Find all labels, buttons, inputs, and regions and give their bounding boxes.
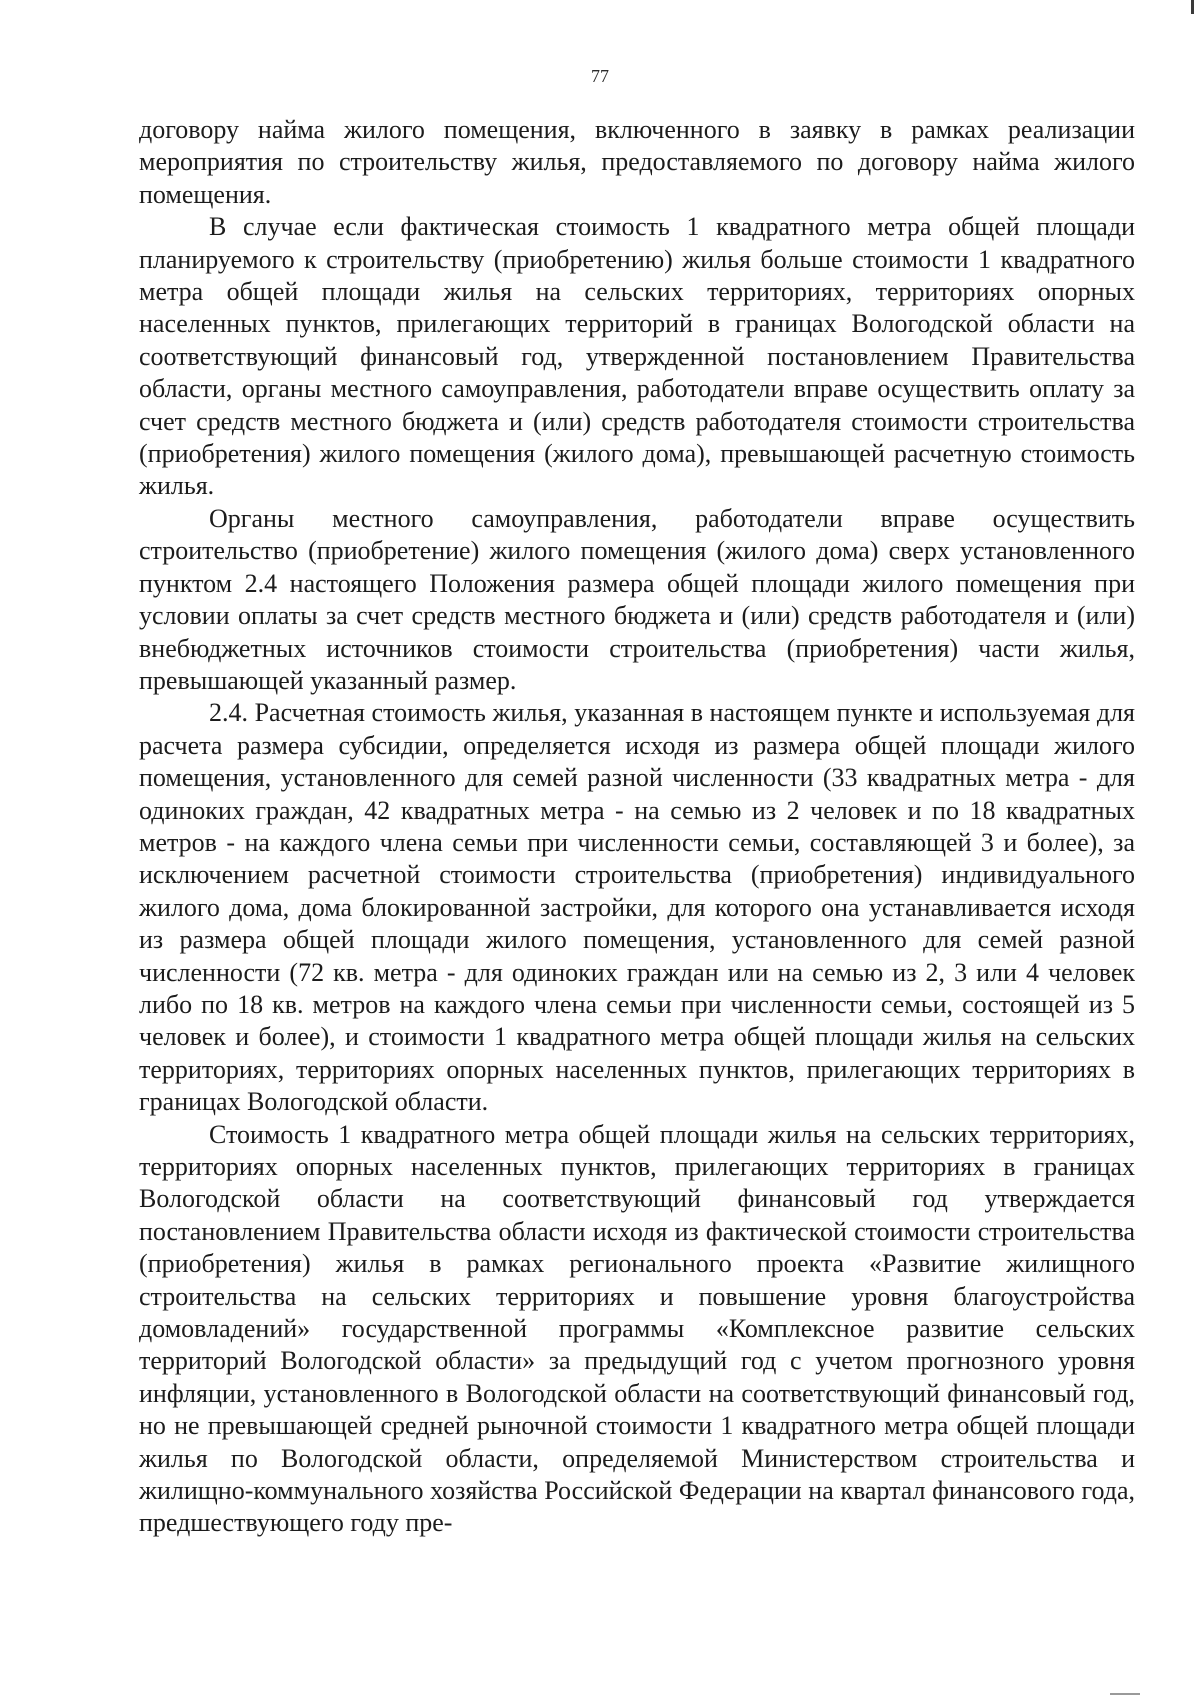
scan-artifact-bottom-right: [1110, 1693, 1140, 1695]
paragraph-local-authorities: Органы местного самоуправления, работодатели вправе осуществить строительство (приобретение) жилого помещения (жилого дома) сверх установленного пунктом 2.4 настоящего Положения размера общей площади жилого помещения при условии оплаты за счет средств местного бюджета и (или) средств работодателя и (или) внебюджетных источников стоимости строительства (приобретения) части жилья, превышающей указанный размер.: [139, 503, 1135, 695]
paragraph-cost-per-square-meter: Стоимость 1 квадратного метра общей площади жилья на сельских территориях, территориях опорных населенных пунктов, прилегающих территориях в границах Вологодской области на соответствующий финансовый год утверждается постановлением Правительства области исходя из фактической стоимости строительства (приобретения) жилья в рамках регионального проекта «Развитие жилищного строительства на сельских территориях и повышение уровня благоустройства домовладений» государственной программы «Комплексное развитие сельских территорий Вологодской области» за предыдущий год с учетом прогнозного уровня инфляции, установленного в Вологодской области на соответствующий финансовый год, но не превышающей средней рыночной стоимости 1 квадратного метра общей площади жилья по Вологодской области, определяемой Министерством строительства и жилищно-коммунального хозяйства Российской Федерации на квартал финансового года, предшествующего году пре-: [139, 1119, 1135, 1538]
page-number: 77: [591, 66, 609, 86]
paragraph-actual-cost: В случае если фактическая стоимость 1 квадратного метра общей площади планируемого к строительству (приобретению) жилья больше стоимости 1 квадратного метра общей площади жилья на сельских территориях, территориях опорных населенных пунктов, прилегающих территорий в границах Вологодской области на соответствующий финансовый год, утвержденной постановлением Правительства области, органы местного самоуправления, работодатели вправе осуществить оплату за счет средств местного бюджета и (или) средств работодателя стоимости строительства (приобретения) жилого помещения (жилого дома), превышающей расчетную стоимость жилья.: [139, 212, 1135, 501]
body-text: [139, 114, 1135, 1540]
scan-artifact-top-right: [1191, 0, 1194, 14]
paragraph-2-4-estimated-cost: 2.4. Расчетная стоимость жилья, указанная в настоящем пункте и используемая для расчета размера субсидии, определяется исходя из размера общей площади жилого помещения, установленного для семей разной численности (33 квадратных метра - для одиноких граждан, 42 квадратных метра - на семью из 2 человек и по 18 квадратных метров - на каждого члена семьи при численности семьи, составляющей 3 и более), за исключением расчетной стоимости строительства (приобретения) индивидуального жилого дома, дома блокированной застройки, для которого она устанавливается исходя из размера общей площади жилого помещения, установленного для семей разной численности (72 кв. метра - для одиноких граждан или на семью из 2, 3 или 4 человек либо по 18 кв. метров на каждого члена семьи при численности семьи, состоящей из 5 человек и более), и стоимости 1 квадратного метра общей площади жилья на сельских территориях, территориях опорных населенных пунктов, прилегающих территориях в границах Вологодской области.: [139, 698, 1135, 1117]
paragraph-continuation: договору найма жилого помещения, включенного в заявку в рамках реализации мероприятия по строительству жилья, предоставляемого по договору найма жилого помещения.: [139, 115, 1135, 209]
